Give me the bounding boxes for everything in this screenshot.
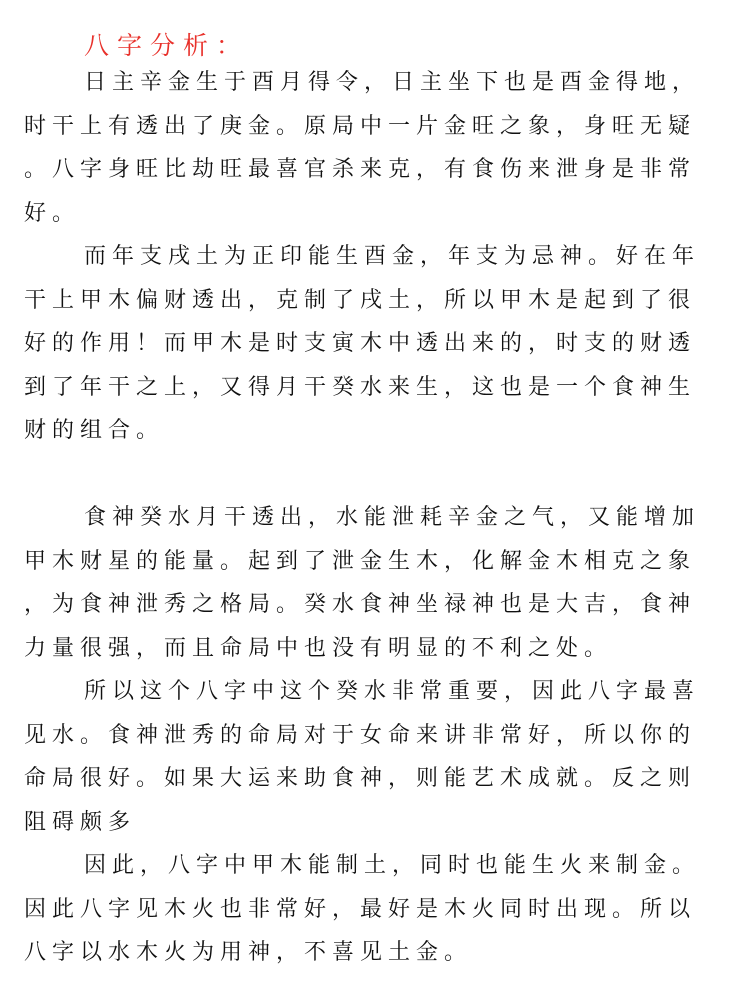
paragraph-1-line-4: 好。: [24, 201, 81, 226]
paragraph-1-line-3: 。八字身旺比劫旺最喜官杀来克，有食伤来泄身是非常: [24, 157, 697, 182]
paragraph-3-line-1: 食神癸水月干透出，水能泄耗辛金之气，又能增加: [84, 505, 701, 530]
paragraph-5-line-1: 因此，八字中甲木能制土，同时也能生火来制金。: [84, 853, 701, 878]
paragraph-2-line-5: 财的组合。: [24, 418, 165, 443]
paragraph-5-line-3: 八字以水木火为用神，不喜见土金。: [24, 940, 473, 965]
paragraph-3-line-4: 力量很强，而且命局中也没有明显的不利之处。: [24, 636, 613, 661]
paragraph-4-line-3: 命局很好。如果大运来助食神，则能艺术成就。反之则: [24, 766, 697, 791]
paragraph-1-line-2: 时干上有透出了庚金。原局中一片金旺之象，身旺无疑: [24, 114, 697, 139]
paragraph-4-line-4: 阻碍颇多: [24, 810, 137, 835]
paragraph-2-line-3: 好的作用！而甲木是时支寅木中透出来的，时支的财透: [24, 331, 697, 356]
paragraph-2-line-4: 到了年干之上，又得月干癸水来生，这也是一个食神生: [24, 375, 697, 400]
paragraph-2-line-1: 而年支戌土为正印能生酉金，年支为忌神。好在年: [84, 244, 701, 269]
paragraph-2-line-2: 干上甲木偏财透出，克制了戌土，所以甲木是起到了很: [24, 288, 697, 313]
paragraph-4-line-2: 见水。食神泄秀的命局对于女命来讲非常好，所以你的: [24, 723, 697, 748]
section-title: 八字分析：: [84, 31, 250, 60]
paragraph-3-line-2: 甲木财星的能量。起到了泄金生木，化解金木相克之象: [24, 549, 697, 574]
paragraph-5-line-2: 因此八字见木火也非常好，最好是木火同时出现。所以: [24, 897, 697, 922]
paragraph-3-line-3: ，为食神泄秀之格局。癸水食神坐禄神也是大吉，食神: [24, 592, 697, 617]
paragraph-4-line-1: 所以这个八字中这个癸水非常重要，因此八字最喜: [84, 679, 701, 704]
paragraph-1-line-1: 日主辛金生于酉月得令，日主坐下也是酉金得地，: [84, 70, 701, 95]
